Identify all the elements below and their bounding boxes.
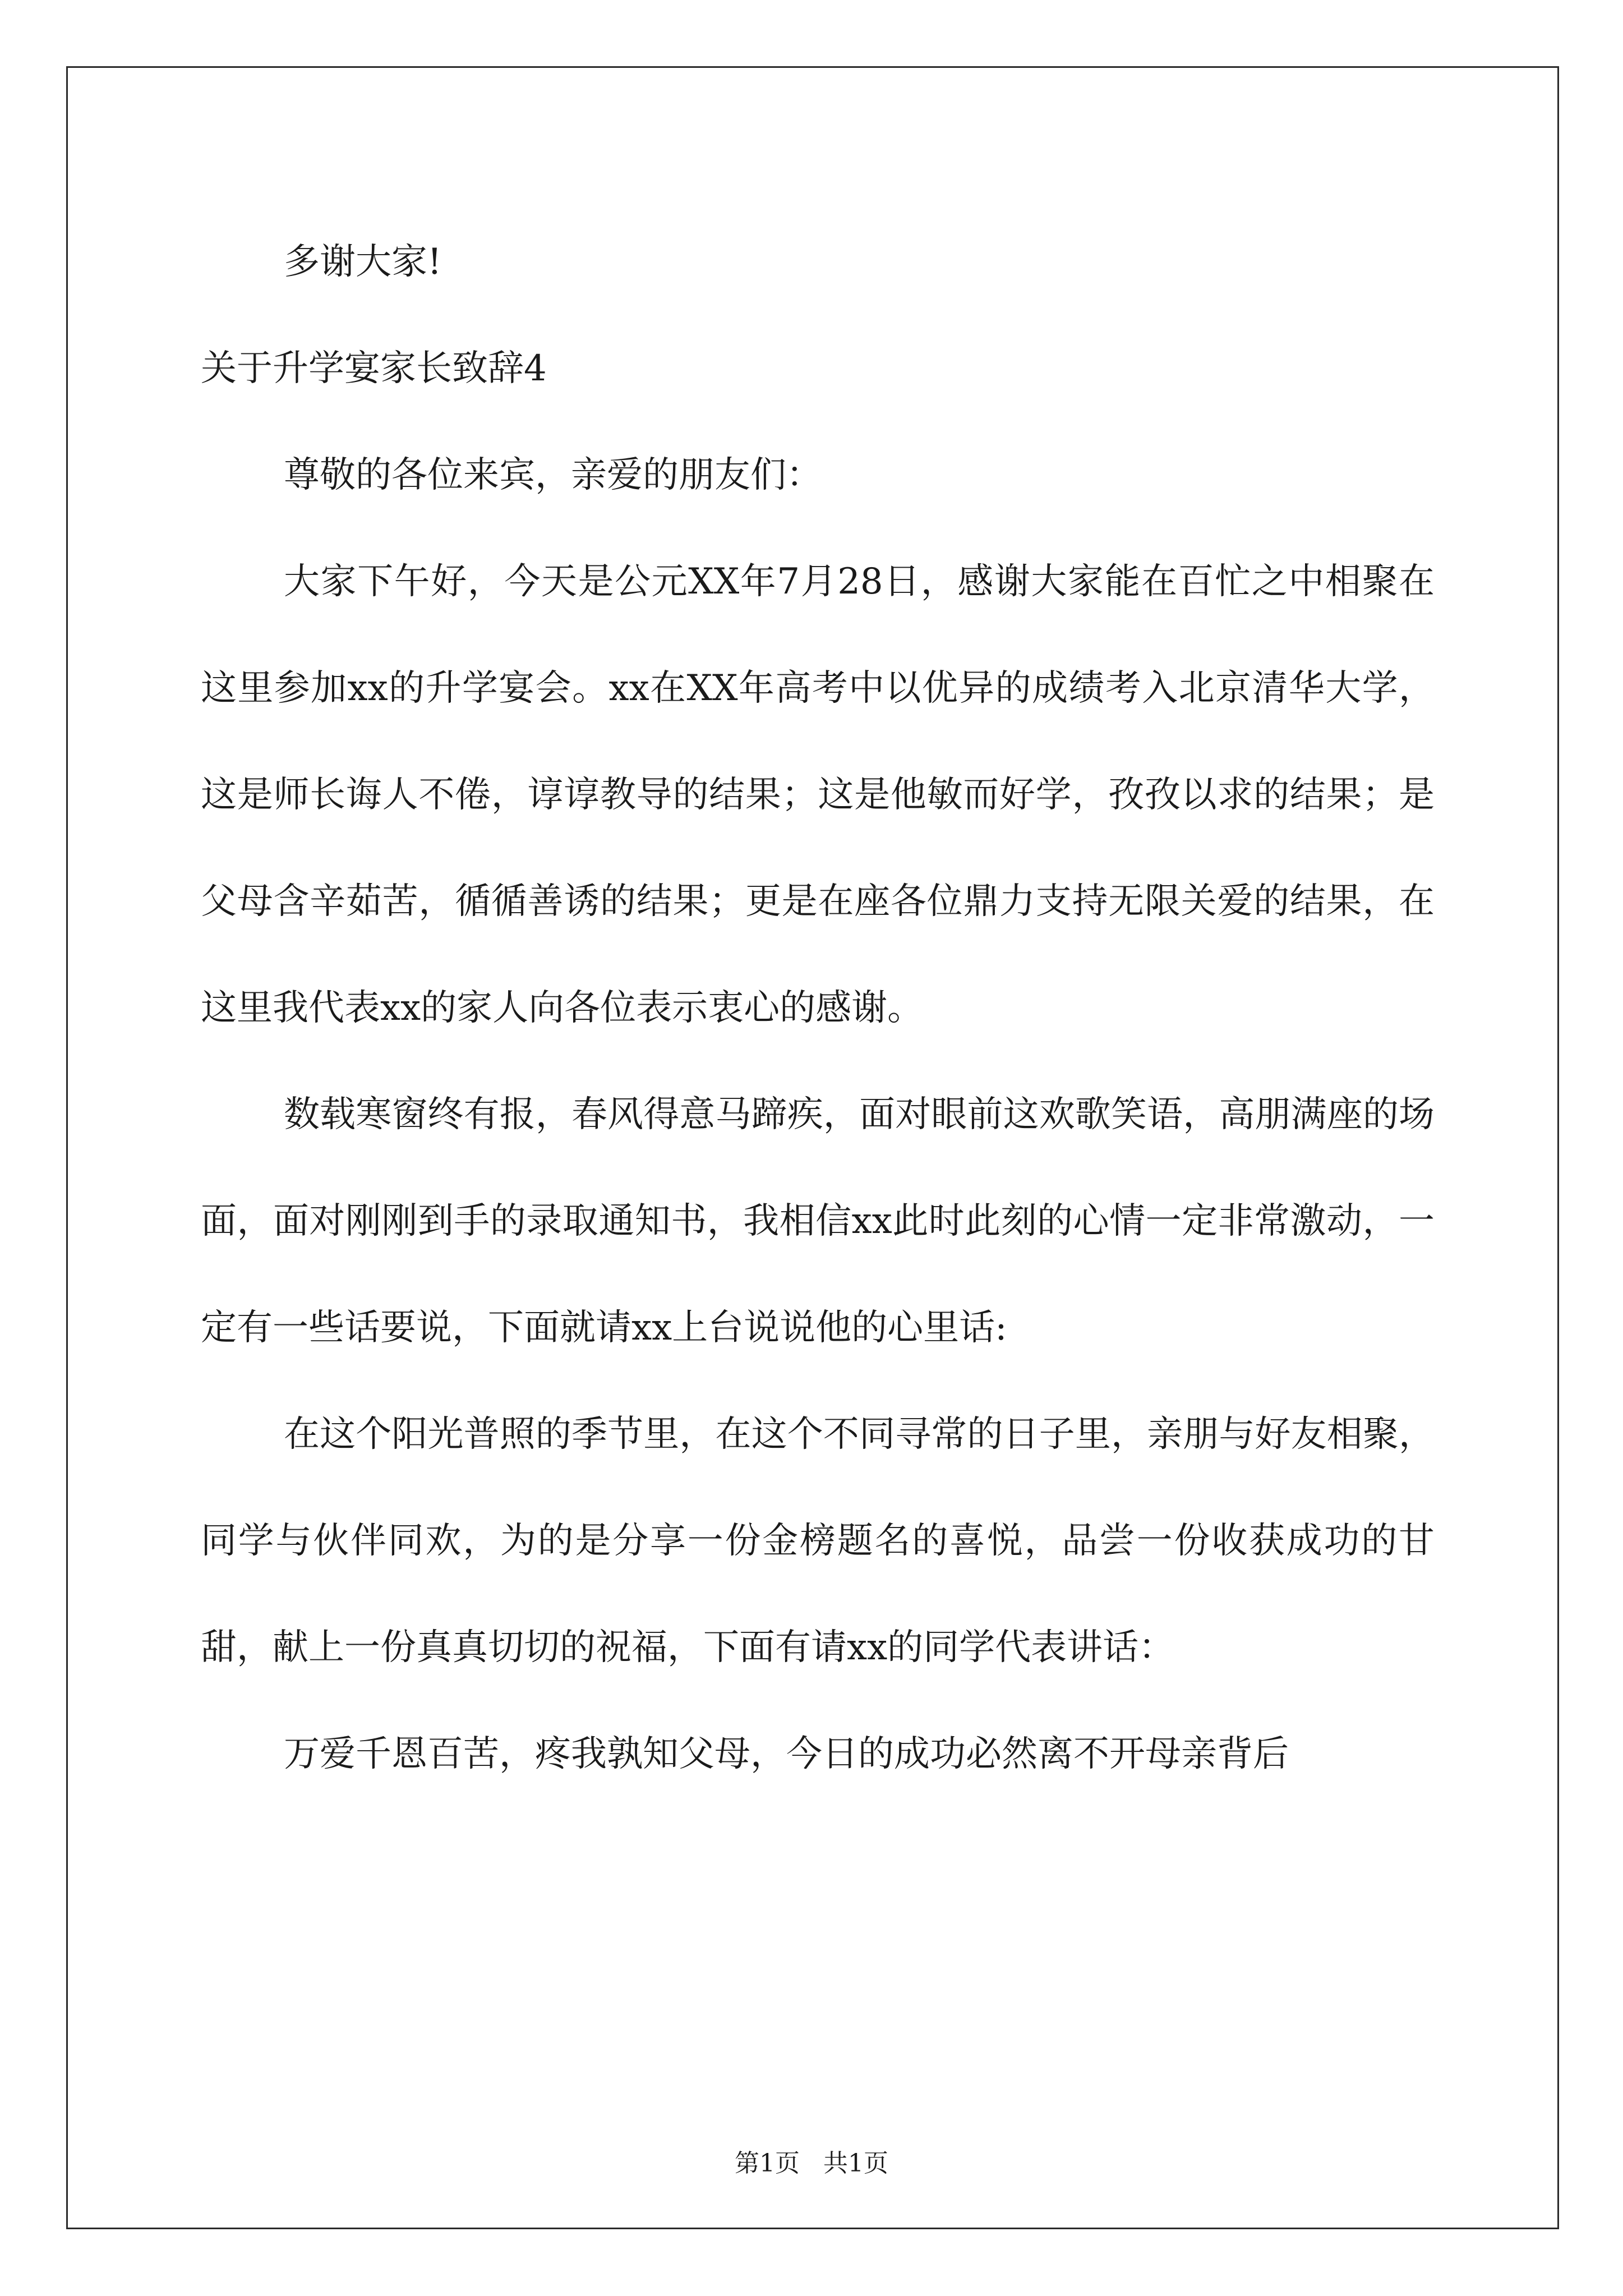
section-heading: 关于升学宴家长致辞4	[201, 348, 547, 389]
paragraph-classmate-intro: 在这个阳光普照的季节里，在这个不同寻常的日子里，亲朋与好友相聚，同学与伙伴同欢，为的是分享一份金榜题名的喜悦，品尝一份收获成功的甘甜，献上一份真真切切的祝福，下面有请xx的同学代表讲话：	[201, 1414, 1435, 1668]
paragraph-salutation: 尊敬的各位来宾，亲爱的朋友们：	[284, 454, 822, 496]
paragraph-parents: 万爱千恩百苦，疼我孰知父母，今日的成功必然离不开母亲背后	[284, 1733, 1289, 1775]
paragraph-opening: 大家下午好，今天是公元XX年7月28日，感谢大家能在百忙之中相聚在这里参加xx的升学宴会。xx在XX年高考中以优异的成绩考入北京清华大学，这是师长诲人不倦，谆谆教导的结果；这是他敏而好学，孜孜以求的结果；是父母含辛茹苦，循循善诱的结果；更是在座各位鼎力支持无限关爱的结果，在这里我代表xx的家人向各位表示衷心的感谢。	[201, 561, 1435, 1029]
page-number: 第1页	[735, 2149, 800, 2178]
page-footer	[0, 2143, 1623, 2179]
paragraph-thanks: 多谢大家!	[284, 241, 442, 283]
paragraph-student-intro: 数载寒窗终有报，春风得意马蹄疾，面对眼前这欢歌笑语，高朋满座的场面，面对刚刚到手的录取通知书，我相信xx此时此刻的心情一定非常激动，一定有一些话要说，下面就请xx上台说说他的心里话:	[201, 1094, 1435, 1349]
document-body	[201, 209, 1435, 1807]
page-total: 共1页	[823, 2149, 888, 2178]
